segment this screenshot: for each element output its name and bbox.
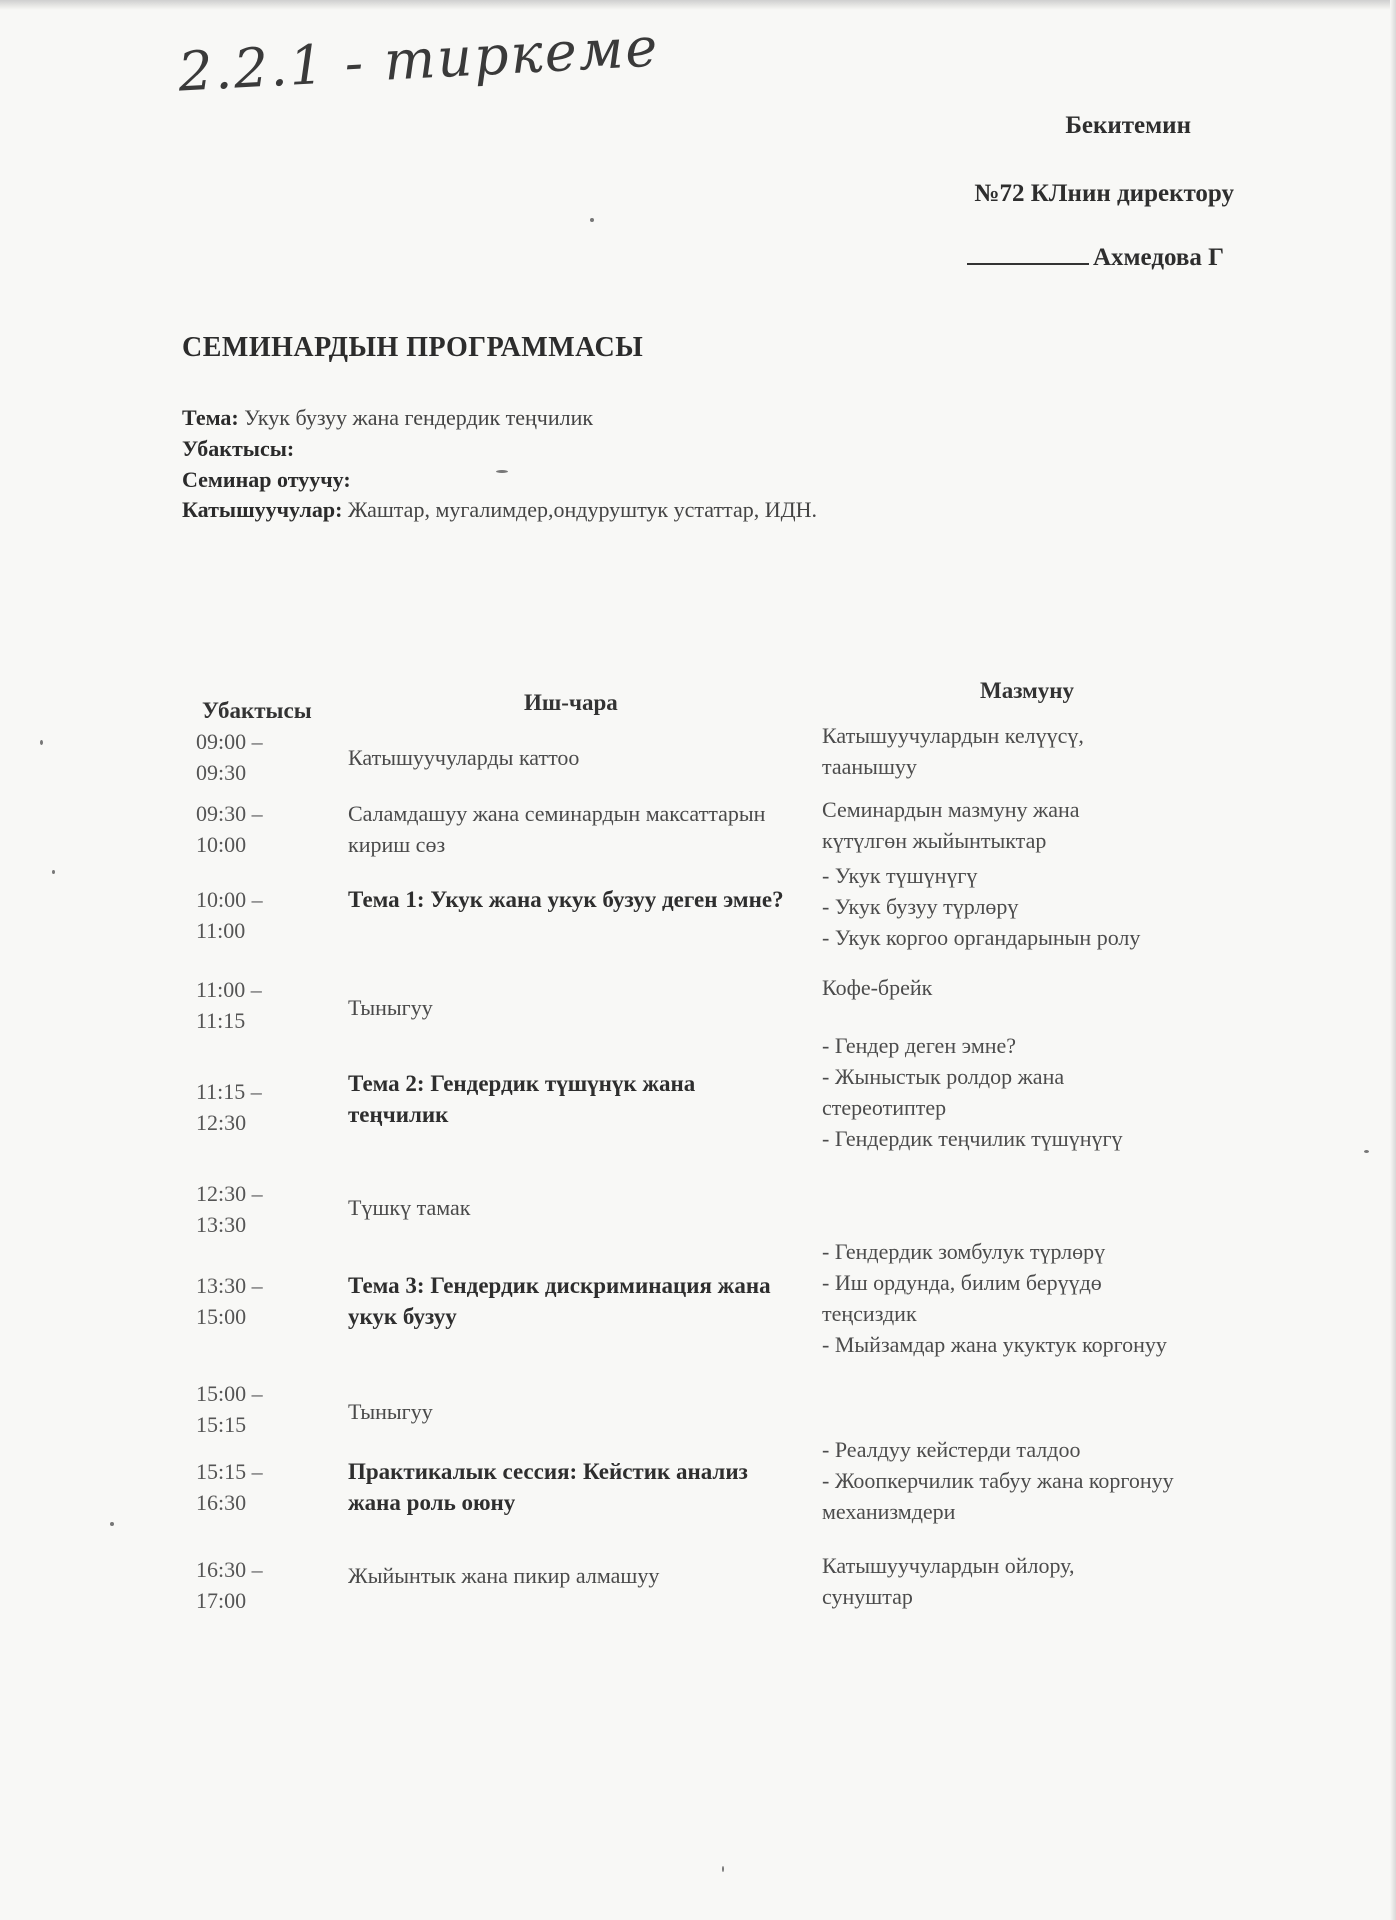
scan-speck	[110, 1522, 114, 1526]
row-time	[196, 1270, 306, 1332]
row-content-line: механизмдери	[822, 1499, 956, 1524]
row-activity: Тыныгуу	[348, 1399, 433, 1424]
row-content-line: - Укук бузуу түрлөрү	[822, 894, 1019, 919]
row-content-line: - Мыйзамдар жана укуктук коргонуу	[822, 1332, 1167, 1357]
row-time-end: 10:00	[196, 832, 247, 857]
row-content-line: Катышуучулардын ойлору,	[822, 1553, 1075, 1578]
row-content-line: - Укук түшүнүгү	[822, 863, 978, 888]
row-time-end: 13:30	[196, 1212, 247, 1237]
row-time-start: 15:15 –	[196, 1459, 263, 1484]
row-time-end: 11:15	[196, 1008, 246, 1033]
document-title: СЕМИНАРДЫН ПРОГРАММАСЫ	[182, 332, 644, 363]
row-activity: Саламдашуу жана семинардын максаттарын кириш сөз	[348, 801, 766, 857]
meta-time	[182, 436, 294, 462]
row-time	[196, 1378, 306, 1440]
row-content	[822, 860, 1292, 953]
row-time	[196, 1076, 306, 1138]
approval-heading: Бекитемин	[1065, 112, 1191, 139]
row-content-line: - Гендердик теңчилик түшүнүгү	[822, 1126, 1123, 1151]
row-content-line: - Жоопкерчилик табуу жана коргонуу	[822, 1468, 1174, 1493]
row-time-end: 16:30	[196, 1490, 247, 1515]
row-time-start: 13:30 –	[196, 1273, 263, 1298]
row-time-start: 10:00 –	[196, 887, 263, 912]
row-time-start: 15:00 –	[196, 1381, 263, 1406]
row-time-start: 16:30 –	[196, 1557, 263, 1582]
row-activity: Практикалык сессия: Кейстик анализ жана роль оюну	[348, 1459, 748, 1515]
row-time-end: 11:00	[196, 918, 246, 943]
row-time-end: 12:30	[196, 1110, 247, 1135]
row-content-line: - Укук коргоо органдарынын ролу	[822, 925, 1141, 950]
row-activity: Жыйынтык жана пикир алмашуу	[348, 1563, 660, 1588]
row-time-start: 11:00 –	[196, 977, 262, 1002]
scan-top-edge	[0, 0, 1396, 10]
header-time: Убактысы	[202, 698, 312, 723]
row-time	[196, 1178, 306, 1240]
scan-right-edge	[1390, 0, 1396, 1920]
scan-speck	[722, 1866, 724, 1872]
row-time-start: 09:30 –	[196, 801, 263, 826]
row-time	[196, 884, 306, 946]
row-content	[822, 1434, 1292, 1527]
row-time	[196, 974, 306, 1036]
meta-time-label: Убактысы:	[182, 436, 295, 461]
row-content	[822, 972, 1292, 1003]
row-time-end: 09:30	[196, 760, 247, 785]
row-time	[196, 726, 306, 788]
meta-participants-label: Катышуучулар:	[182, 497, 343, 522]
header-activity: Иш-чара	[524, 690, 618, 715]
meta-theme-label: Тема:	[182, 405, 239, 430]
row-activity: Тема 2: Гендердик түшүнүк жана теңчилик	[348, 1071, 696, 1127]
header-content: Мазмуну	[980, 678, 1075, 703]
row-content-line: - Гендердик зомбулук түрлөрү	[822, 1239, 1106, 1264]
meta-conductor	[182, 467, 351, 493]
row-content	[822, 1236, 1292, 1360]
row-content-line: - Иш ордунда, билим берүүдө	[822, 1270, 1102, 1295]
row-time	[196, 1554, 306, 1616]
row-content-line: стереотиптер	[822, 1095, 947, 1120]
row-content-line: сунуштар	[822, 1584, 913, 1609]
meta-participants	[182, 497, 817, 523]
meta-theme	[182, 405, 593, 431]
row-content-line: - Реалдуу кейстерди талдоо	[822, 1437, 1081, 1462]
row-time-start: 11:15 –	[196, 1079, 262, 1104]
row-content-line: Семинардын мазмуну жана	[822, 797, 1080, 822]
row-time	[196, 798, 306, 860]
row-content	[822, 1550, 1292, 1612]
scan-speck	[40, 740, 43, 745]
meta-participants-value: Жаштар, мугалимдер,ондуруштук устаттар, ИДН.	[347, 497, 817, 522]
row-content-line: таанышуу	[822, 754, 917, 779]
meta-theme-value: Укук бузуу жана гендердик теңчилик	[244, 405, 594, 430]
row-time-end: 17:00	[196, 1588, 247, 1613]
row-content-line: Кофе-брейк	[822, 975, 933, 1000]
row-content-line: - Гендер деген эмне?	[822, 1033, 1017, 1058]
signature-line	[967, 263, 1089, 265]
scan-speck	[52, 870, 55, 874]
row-content	[822, 794, 1292, 856]
row-content-line: - Жыныстык ролдор жана	[822, 1064, 1065, 1089]
row-activity: Тыныгуу	[348, 995, 433, 1020]
approval-signature	[967, 244, 1224, 272]
scan-speck	[1364, 1150, 1369, 1153]
row-time	[196, 1456, 306, 1518]
handwritten-annex-note: 2.2.1 - тиркеме	[176, 15, 661, 104]
row-activity: Тема 1: Укук жана укук бузуу деген эмне?	[348, 887, 784, 912]
row-time-start: 09:00 –	[196, 729, 263, 754]
row-content	[822, 1030, 1292, 1154]
signature-name: Ахмедова Г	[1092, 244, 1224, 271]
row-time-start: 12:30 –	[196, 1181, 263, 1206]
approval-position: №72 КЛнин директору	[974, 180, 1234, 207]
row-content-line: күтүлгөн жыйынтыктар	[822, 828, 1047, 853]
row-time-end: 15:00	[196, 1304, 247, 1329]
row-time-end: 15:15	[196, 1412, 247, 1437]
row-content-line: теңсиздик	[822, 1301, 917, 1326]
scan-speck	[496, 470, 508, 473]
row-content-line: Катышуучулардын келүүсү,	[822, 723, 1084, 748]
row-activity: Түшкү тамак	[348, 1195, 471, 1220]
row-activity: Катышуучуларды каттоо	[348, 745, 580, 770]
row-content	[822, 720, 1292, 782]
scan-speck	[590, 218, 594, 222]
meta-conductor-label: Семинар отуучу:	[182, 467, 351, 492]
row-activity: Тема 3: Гендердик дискриминация жана укук бузуу	[348, 1273, 771, 1329]
